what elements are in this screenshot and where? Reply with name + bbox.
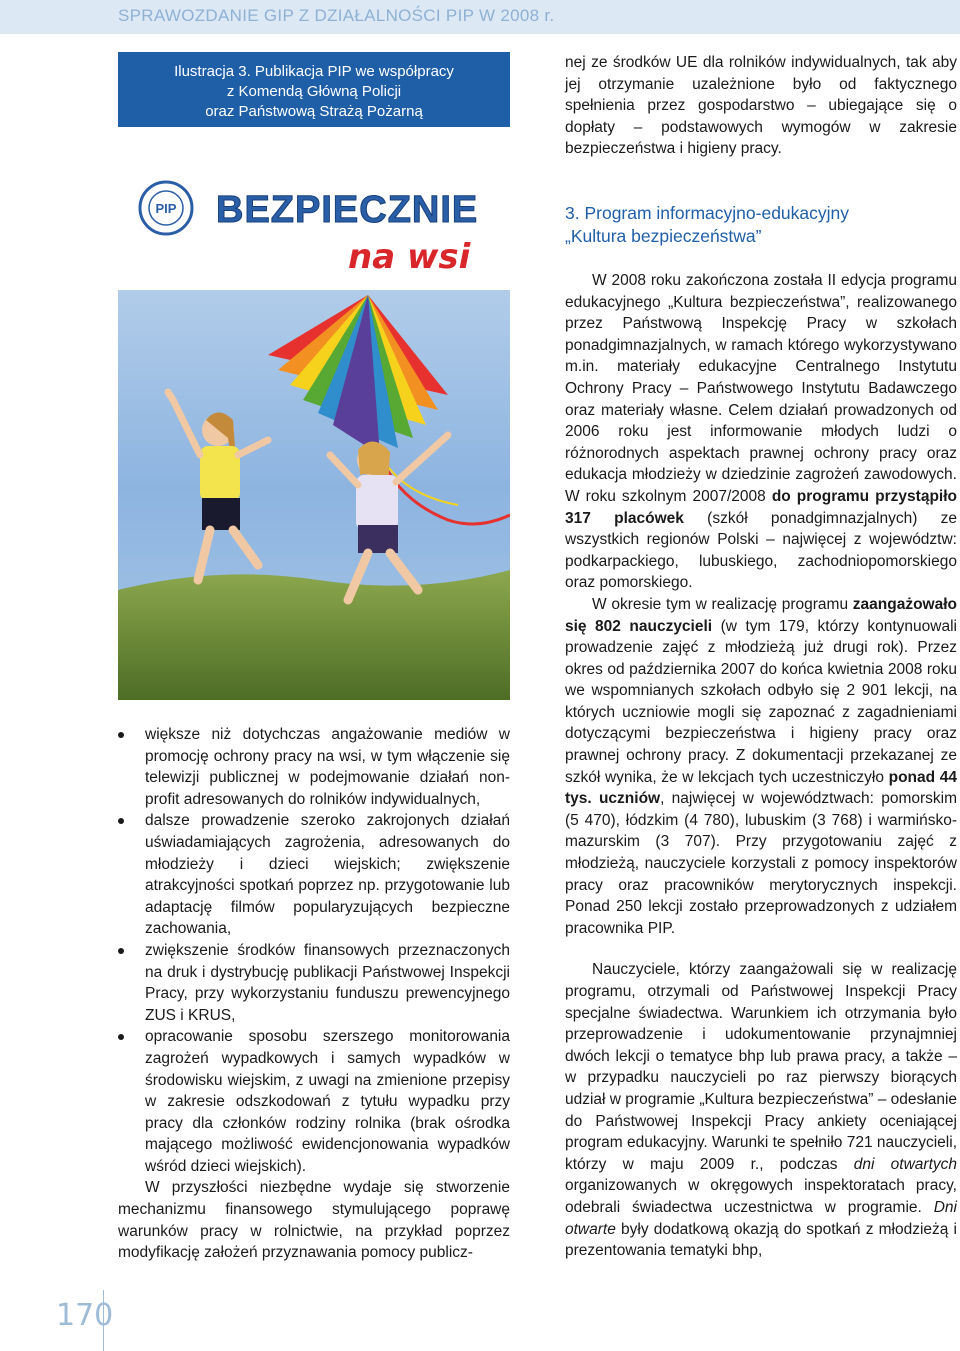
p2-bold-1: zaangażowało się 802 nauczycieli [565, 595, 957, 635]
list-item-text: dalsze prowadzenie szeroko zakrojonych działań uświadamiających zagrożenia, adresowanych do młodzieży i dzieci wiejskich; zwiększenie atrakcyjności spotkań poprzez np. przygotowanie lub adaptację filmów popularyzujących bezpieczne zachowania, [145, 812, 510, 938]
illustration-caption [118, 52, 510, 127]
list-item [118, 810, 510, 940]
p1-bold: do programu przystąpiło 317 placówek [565, 487, 957, 527]
closing-paragraph: W przyszłości niezbędne wydaje się stworzenie mechanizmu finansowego stymulującego poprawę warunków pracy w rolnictwie, na przykład poprzez modyfikację założeń przyznawania pomocy publicz- [118, 1179, 510, 1262]
bullet-icon [118, 732, 124, 738]
poster-illustration [118, 170, 510, 700]
logo-mark: PIP [155, 201, 177, 216]
pip-logo-icon [140, 182, 192, 234]
right-column [565, 52, 957, 160]
poster-title: BEZPIECZNIE [216, 189, 479, 231]
p2-bold-2: ponad 44 tys. uczniów [565, 768, 957, 808]
paragraph-2 [565, 594, 957, 940]
list-item-text: zwiększenie środków finansowych przeznaczonych na druk i dystrybucję publikacji Państwowej Inspekcji Pracy, przy wykorzystaniu funduszu prewencyjnego ZUS i KRUS, [145, 941, 510, 1024]
p2-text-a: W okresie tym w realizację programu [592, 595, 853, 613]
left-column [118, 724, 510, 1264]
list-item-text: większe niż dotychczas angażowanie mediów w promocję ochrony pracy na wsi, w tym włączenie się telewizji publicznej w podejmowanie działań non-profit adresowanych do rolników indywidualnych, [145, 726, 510, 808]
section-title-line-2: „Kultura bezpieczeństwa” [565, 226, 762, 246]
p2-text-c: (w tym 179, którzy kontynuowali prowadzenie zajęć z młodzieżą już drugi rok). Przez okres od października 2007 do końca kwietnia 2008 roku we wspomnianych szkołach odbyło się 2 901 lekcji, na których uczniowie mogli się zapoznać z zagadnieniami dotyczącymi bezpieczeństwa i higieny pracy oraz prawnej ochrony pracy. Z dokumentacji przekazanej ze szkół wynika, że w lekcjach tych uczestniczyło [565, 617, 957, 786]
p3-text-a: Nauczyciele, którzy zaangażowali się w realizację programu, otrzymali od Państwowej Inspekcji Pracy specjalne świadectwa. Warunkiem ich otrzymania było przeprowadzenie i udokumentowanie przynajmniej dwóch lekcji o tematyce bhp lub prawa pracy, a także – w przypadku nauczycieli po raz pierwszy biorących udział w programie „Kultura bezpieczeństwa” – odesłanie do Państwowej Inspekcji Pracy ankiety oceniającej program edukacyjny. Warunki te spełniło 721 nauczycieli, którzy w maju 2009 r., podczas [565, 961, 958, 1173]
poster-subtitle: na wsi [348, 237, 471, 277]
list-item [118, 940, 510, 1026]
running-title: SPRAWOZDANIE GIP Z DZIAŁALNOŚCI PIP W 2008 r. [118, 6, 555, 25]
p3-text-e: były dodatkową okazją do spotkań z młodzieżą i prezentowania tematyki bhp, [565, 1220, 957, 1260]
p3-text-c: organizowanych w okręgowych inspektoratach pracy, odebrali świadectwa uczestnictwa w programie. [565, 1177, 957, 1216]
section-title-line-1: 3. Program informacyjno-edukacyjny [565, 203, 850, 223]
list-item [118, 724, 510, 810]
bullet-icon [118, 818, 124, 824]
right-column-body [565, 270, 957, 1262]
caption-line-3: oraz Państwową Strażą Pożarną [205, 103, 423, 120]
grass-field [118, 570, 510, 700]
poster-image [118, 170, 510, 700]
p1-text-a: W 2008 roku zakończona została II edycja programu edukacyjnego „Kultura bezpieczeństwa”, realizowanego przez Państwową Inspekcję Pracy w szkołach ponadgimnazjalnych, w ramach którego wykorzystywano m.in. materiały edukacyjne Centralnego Instytutu Ochrony Pracy – Państwowego Instytutu Badawczego oraz materiały własne. Celem działań prowadzonych od 2006 roku jest informowanie młodych ludzi o różnorodnych aspektach prawnej ochrony pracy oraz edukacja młodzieży w dziedzinie zagrożeń zawodowych. W roku szkolnym 2007/2008 [565, 272, 957, 505]
paragraph-1 [565, 270, 957, 594]
bullet-icon [118, 1034, 124, 1040]
section-heading [565, 202, 957, 248]
p2-text-e: , najwięcej w województwach: pomorskim (5 470), łódzkim (4 780), lubuskim (3 768) i warmińsko-mazurskim (3 707). Przy przygotowaniu zajęć z młodzieżą, nauczyciele korzystali z pomocy inspektorów pracy oraz pracowników merytorycznych inspekcji. Ponad 250 lekcji zostało przeprowadzonych z udziałem pracownika PIP. [565, 790, 957, 937]
caption-line-1: Ilustracja 3. Publikacja PIP we współpracy [174, 63, 454, 80]
paragraph-3 [565, 959, 957, 1261]
p3-italic-2: Dni otwarte [565, 1198, 957, 1238]
list-item [118, 1026, 510, 1177]
running-header [0, 0, 960, 34]
caption-line-2: z Komendą Główną Policji [226, 83, 402, 100]
continued-paragraph: nej ze środków UE dla rolników indywidualnych, tak aby jej otrzymanie uzależnione było od faktycznego spełnienia przez gospodarstwo – ubiegające się o dopłaty – podstawowych wymogów w zakresie bezpieczeństwa i higieny pracy. [565, 54, 957, 158]
list-item-text: opracowanie sposobu szerszego monitorowania zagrożeń wypadkowych i samych wypadków w środowisku wiejskim, z uwagi na zmienione przepisy w zakresie odszkodowań z tytułu wypadku przy pracy dla członków rodziny rolnika (brak ośrodka mającego możliwość ewidencjonowania wypadków wśród dzieci wiejskich). [145, 1028, 510, 1175]
recommendations-list [118, 724, 510, 1177]
page-number: 170 [56, 1298, 114, 1333]
p3-italic-1: dni otwartych [853, 1155, 957, 1173]
bullet-icon [118, 948, 124, 954]
p1-text-c: (szkół ponadgimnazjalnych) ze wszystkich regionów Polski – najwięcej z województw: podkarpackiego, lubuskiego, zachodniopomorskiego oraz pomorskiego. [565, 509, 957, 592]
